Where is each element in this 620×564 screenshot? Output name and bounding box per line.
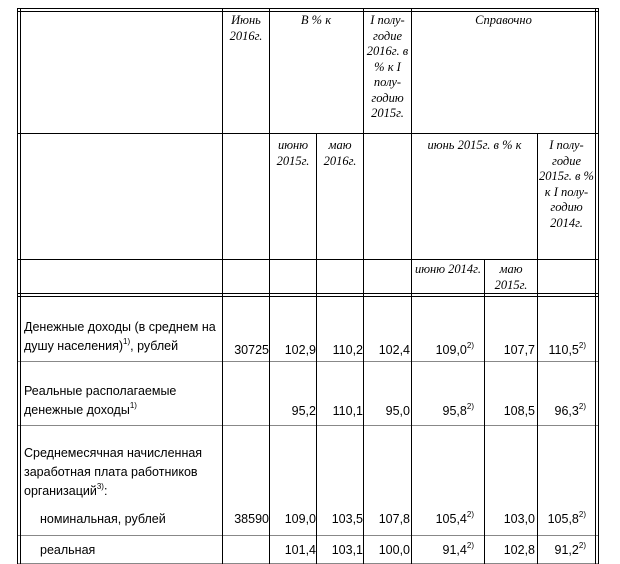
rule xyxy=(17,8,18,564)
cell-ref-june-2014 xyxy=(443,404,474,418)
row-label-text: Реальные располагаемые денежные доходы xyxy=(24,384,177,417)
rule xyxy=(17,293,599,294)
rule xyxy=(484,259,485,564)
header-half-year-2016: I полу-годие 2016г. в % к I полу-годию 2015г. xyxy=(366,13,409,120)
footnote-mark: 2) xyxy=(578,510,586,519)
header-june-2016: Июнь 2016г. xyxy=(229,13,263,43)
cell-half-year: 107,8 xyxy=(378,512,410,526)
cell-ref-may-2015: 108,5 xyxy=(503,404,535,418)
cell-vs-june-2015: 95,2 xyxy=(291,404,316,418)
rule xyxy=(222,8,223,564)
cell-half-year: 102,4 xyxy=(378,343,410,357)
cell-ref-may-2015: 102,8 xyxy=(503,543,535,557)
footnote-mark: 2) xyxy=(466,541,474,550)
cell-vs-june-2015: 101,4 xyxy=(284,543,316,557)
rule xyxy=(595,8,596,564)
value-text: 91,4 xyxy=(442,543,467,557)
cell-vs-may-2016: 103,1 xyxy=(331,543,363,557)
footnote-mark: 2) xyxy=(578,402,586,411)
rule xyxy=(17,361,599,362)
rule xyxy=(537,133,538,564)
header-in-percent-to: В % к xyxy=(300,13,332,27)
header-june-2015: июню 2015г. xyxy=(276,138,310,168)
row-label-tail: , рублей xyxy=(130,339,179,353)
cell-ref-half-year xyxy=(555,404,586,418)
row-label xyxy=(24,444,214,501)
cell-ref-half-year xyxy=(548,512,586,526)
value-text: 109,0 xyxy=(435,343,467,357)
rule xyxy=(363,8,364,564)
rule xyxy=(17,8,599,9)
value-text: 91,2 xyxy=(554,543,579,557)
footnote-mark: 3) xyxy=(96,482,104,491)
rule xyxy=(17,11,599,12)
footnote-mark: 2) xyxy=(466,341,474,350)
footnote-mark: 2) xyxy=(466,402,474,411)
footnote-mark: 1) xyxy=(123,337,131,346)
cell-value: 30725 xyxy=(234,343,269,357)
cell-ref-june-2014 xyxy=(436,343,474,357)
row-label: реальная xyxy=(40,543,96,557)
cell-ref-june-2014 xyxy=(436,512,474,526)
row-label-text: Среднемесячная начисленная заработная плата работников организаций xyxy=(24,446,203,498)
cell-value: 38590 xyxy=(234,512,269,526)
row-label-text: Денежные доходы (в среднем на душу населения) xyxy=(24,320,216,353)
cell-vs-june-2015: 109,0 xyxy=(284,512,316,526)
cell-vs-may-2016: 103,5 xyxy=(331,512,363,526)
header-half-year-2015: I полу-годие 2015г. в % к I полу-годию 2014г. xyxy=(539,138,594,230)
cell-vs-may-2016: 110,1 xyxy=(332,404,363,418)
footnote-mark: 1) xyxy=(129,401,137,410)
rule xyxy=(20,8,21,564)
rule xyxy=(316,133,317,564)
row-label xyxy=(24,382,220,420)
cell-ref-june-2014 xyxy=(443,543,474,557)
row-label xyxy=(24,318,224,356)
cell-ref-may-2015: 103,0 xyxy=(503,512,535,526)
value-text: 110,5 xyxy=(548,343,579,357)
header-reference: Справочно xyxy=(475,13,532,27)
rule xyxy=(17,425,599,426)
row-label: номинальная, рублей xyxy=(40,512,166,526)
value-text: 95,8 xyxy=(442,404,467,418)
header-june-2014: июню 2014г. xyxy=(414,262,482,276)
rule xyxy=(269,8,270,564)
rule xyxy=(17,535,599,536)
value-text: 105,8 xyxy=(547,512,579,526)
rule xyxy=(598,8,599,564)
header-may-2015: маю 2015г. xyxy=(494,262,528,292)
rule xyxy=(17,296,599,297)
rule xyxy=(17,133,599,134)
header-may-2016: маю 2016г. xyxy=(323,138,357,168)
header-june-2015-in-percent: июнь 2015г. в % к xyxy=(427,138,522,152)
cell-ref-half-year xyxy=(549,343,586,357)
cell-half-year: 95,0 xyxy=(385,404,410,418)
value-text: 96,3 xyxy=(554,404,579,418)
cell-vs-june-2015: 102,9 xyxy=(284,343,316,357)
footnote-mark: 2) xyxy=(578,341,586,350)
cell-vs-may-2016: 110,2 xyxy=(332,343,363,357)
cell-ref-may-2015: 107,7 xyxy=(503,343,535,357)
footnote-mark: 2) xyxy=(466,510,474,519)
cell-half-year: 100,0 xyxy=(378,543,410,557)
footnote-mark: 2) xyxy=(578,541,586,550)
cell-ref-half-year xyxy=(555,543,586,557)
rule xyxy=(411,8,412,564)
row-label-tail: : xyxy=(103,484,108,498)
value-text: 105,4 xyxy=(435,512,467,526)
rule xyxy=(17,259,599,260)
